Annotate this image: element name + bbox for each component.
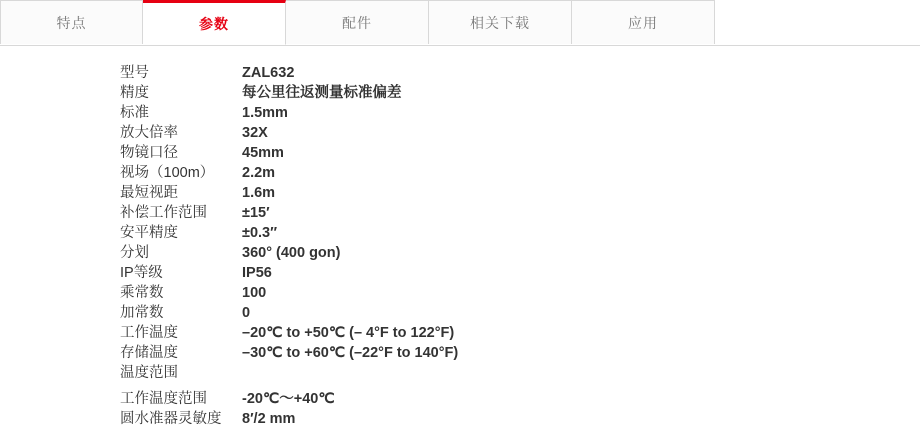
table-row	[120, 64, 458, 84]
spec-value: ±0.3″	[242, 225, 278, 241]
spec-value: 0	[242, 305, 251, 321]
spec-value: 1.6m	[242, 185, 276, 201]
table-row	[120, 344, 458, 364]
tab-label: 配件	[342, 14, 372, 31]
spec-value: IP56	[242, 265, 272, 281]
spec-label	[120, 410, 242, 430]
tab-downloads[interactable]	[429, 0, 572, 44]
spec-value: 8′/2 mm	[242, 411, 296, 427]
tab-label: 应用	[628, 14, 658, 31]
spec-label: 分划	[120, 245, 149, 261]
tab-label: 相关下载	[470, 14, 530, 31]
spec-label: 存储温度	[120, 345, 178, 361]
table-row	[120, 184, 458, 204]
spec-label: 乘常数	[120, 285, 164, 301]
spec-table	[120, 64, 458, 430]
spec-value: ZAL632	[242, 65, 295, 81]
table-row	[120, 124, 458, 144]
table-row	[120, 104, 458, 124]
spec-label: 最短视距	[120, 185, 178, 201]
spec-value: 32X	[242, 125, 268, 141]
spec-value: –30℃ to +60℃ (–22°F to 140°F)	[242, 345, 459, 361]
spec-label: 精度	[120, 85, 149, 101]
spec-label: 温度范围	[120, 365, 178, 381]
table-row	[120, 84, 458, 104]
spec-label: IP等级	[120, 265, 163, 281]
spec-label: 安平精度	[120, 225, 178, 241]
tab-parameters[interactable]	[143, 0, 286, 45]
tab-features[interactable]	[0, 0, 143, 44]
spec-label: 放大倍率	[120, 125, 178, 141]
spec-value: 2.2m	[242, 165, 276, 181]
table-row	[120, 410, 458, 430]
spec-value	[242, 364, 458, 390]
spec-label: 物镜口径	[120, 145, 178, 161]
table-row	[120, 364, 458, 390]
table-row	[120, 264, 458, 284]
table-row	[120, 164, 458, 184]
table-row	[120, 324, 458, 344]
spec-value: 100	[242, 285, 267, 301]
tab-bar	[0, 0, 920, 46]
spec-value: 45mm	[242, 145, 284, 161]
spec-label: 工作温度	[120, 325, 178, 341]
tab-applications[interactable]	[572, 0, 715, 44]
spec-label: 加常数	[120, 305, 164, 321]
tab-accessories[interactable]	[286, 0, 429, 44]
table-row	[120, 244, 458, 264]
table-row	[120, 284, 458, 304]
spec-table-container	[0, 46, 920, 430]
tab-label: 参数	[199, 15, 229, 32]
spec-label: 标准	[120, 105, 149, 121]
table-row	[120, 224, 458, 244]
spec-label-text: 圆水准器灵敏度	[120, 411, 222, 427]
spec-value: 1.5mm	[242, 105, 288, 121]
spec-label: 视场（100m）	[120, 165, 215, 181]
table-row	[120, 304, 458, 324]
spec-value: –20℃ to +50℃ (– 4°F to 122°F)	[242, 325, 455, 341]
tab-label: 特点	[56, 14, 87, 31]
spec-value: ±15′	[242, 205, 270, 221]
spec-value: -20℃～+40℃	[242, 391, 335, 407]
table-row	[120, 390, 458, 410]
table-row	[120, 144, 458, 164]
spec-label: 工作温度范围	[120, 391, 207, 407]
table-row	[120, 204, 458, 224]
spec-label: 型号	[120, 65, 149, 81]
spec-value: 360° (400 gon)	[242, 245, 341, 261]
spec-label: 补偿工作范围	[120, 205, 207, 221]
spec-value: 每公里往返测量标准偏差	[242, 85, 402, 101]
